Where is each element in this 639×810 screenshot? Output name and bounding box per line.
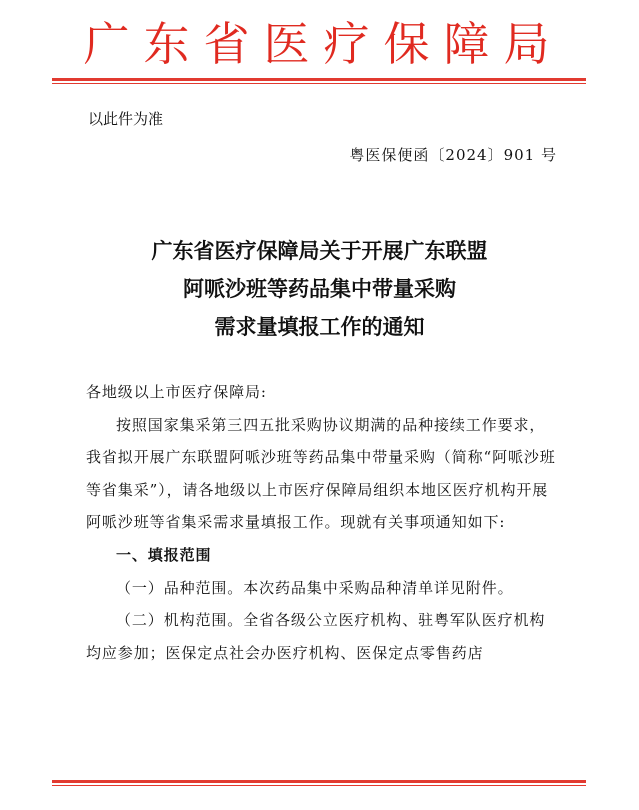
top-rule-thin-line [52,83,586,84]
scope-item-varieties: （一）品种范围。本次药品集中采购品种清单详见附件。 [116,578,514,597]
document-number: 粤医保便函〔2024〕901 号 [349,146,557,164]
top-rule-thick-line [52,78,586,81]
bottom-rule-thin-line [52,785,586,786]
title-line-3: 需求量填报工作的通知 [214,315,425,339]
bottom-red-rule [52,780,586,786]
bottom-rule-thick-line [52,780,586,783]
document-body [86,376,560,669]
salutation: 各地级以上市医疗保障局: [86,383,267,401]
top-red-rule [52,78,586,84]
body-paragraph-1: 按照国家集采第三四五批采购协议期满的品种接续工作要求，我省拟开展广东联盟阿哌沙班等药品集中带量采购（简称“阿哌沙班等省集采”），请各地级以上市医疗保障局组织本地区医疗机构开展阿哌沙班等省集采需求量填报工作。现就有关事项通知如下: [86,415,556,532]
title-line-2: 阿哌沙班等药品集中带量采购 [183,277,456,301]
title-line-1: 广东省医疗保障局关于开展广东联盟 [151,239,488,263]
scope-item-institutions: （二）机构范围。全省各级公立医疗机构、驻粤军队医疗机构均应参加；医保定点社会办医疗机构、医保定点零售药店 [86,611,546,662]
document-title [0,232,639,346]
agency-masthead: 广东省医疗保障局 [83,17,564,71]
stamp-note: 以此件为准 [88,110,164,128]
section-heading-scope: 一、填报范围 [116,545,212,564]
